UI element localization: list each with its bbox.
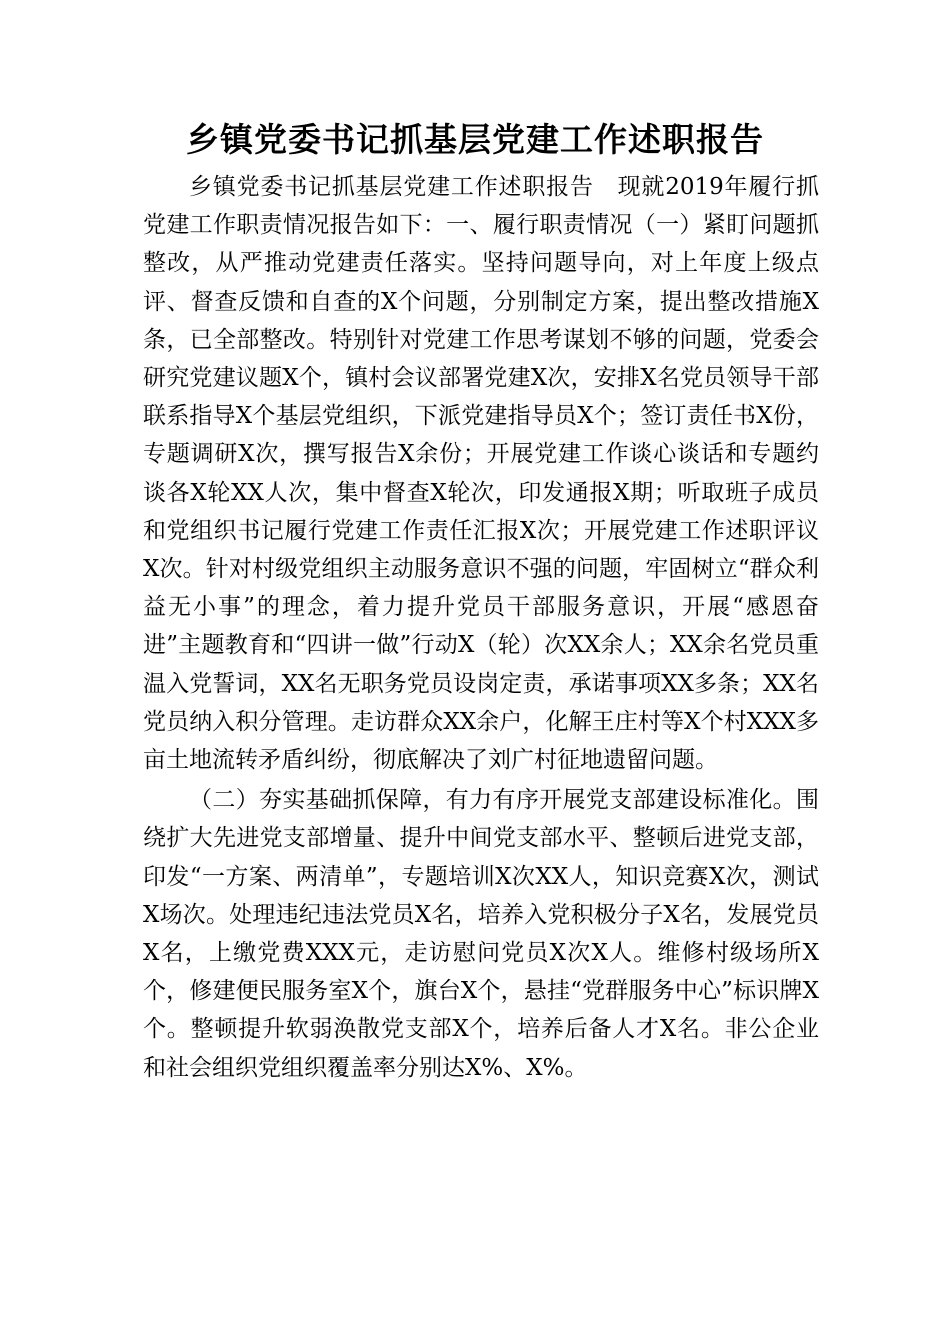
document-body: [143, 168, 819, 1087]
document-title: 乡镇党委书记抓基层党建工作述职报告: [186, 120, 764, 159]
paragraph-1: 乡镇党委书记抓基层党建工作述职报告 现就2019年履行抓党建工作职责情况报告如下：一、履行职责情况（一）紧盯问题抓整改，从严推动党建责任落实。坚持问题导向，对上年度上级点评、督查反馈和自查的X个问题，分别制定方案，提出整改措施X条，已全部整改。特别针对党建工作思考谋划不够的问题，党委会研究党建议题X个，镇村会议部署党建X次，安排X名党员领导干部联系指导X个基层党组织，下派党建指导员X个；签订责任书X份，专题调研X次，撰写报告X余份；开展党建工作谈心谈话和专题约谈各X轮XX人次，集中督查X轮次，印发通报X期；听取班子成员和党组织书记履行党建工作责任汇报X次；开展党建工作述职评议X次。针对村级党组织主动服务意识不强的问题，牢固树立“群众利益无小事”的理念，着力提升党员干部服务意识，开展“感恩奋进”主题教育和“四讲一做”行动X（轮）次XX余人；XX余名党员重温入党誓词，XX名无职务党员设岗定责，承诺事项XX多条；XX名党员纳入积分管理。走访群众XX余户，化解王庄村等X个村XXX多亩土地流转矛盾纠纷，彻底解决了刘广村征地遗留问题。: [143, 174, 819, 774]
paragraph-2: （二）夯实基础抓保障，有力有序开展党支部建设标准化。围绕扩大先进党支部增量、提升中间党支部水平、整顿后进党支部，印发“一方案、两清单”，专题培训X次XX人，知识竞赛X次，测试X场次。处理违纪违法党员X名，培养入党积极分子X名，发展党员X名，上缴党费XXX元，走访慰问党员X次X人。维修村级场所X个，修建便民服务室X个，旗台X个，悬挂“党群服务中心”标识牌X个。整顿提升软弱涣散党支部X个，培养后备人才X名。非公企业和社会组织党组织覆盖率分别达X%、X%。: [143, 787, 819, 1081]
